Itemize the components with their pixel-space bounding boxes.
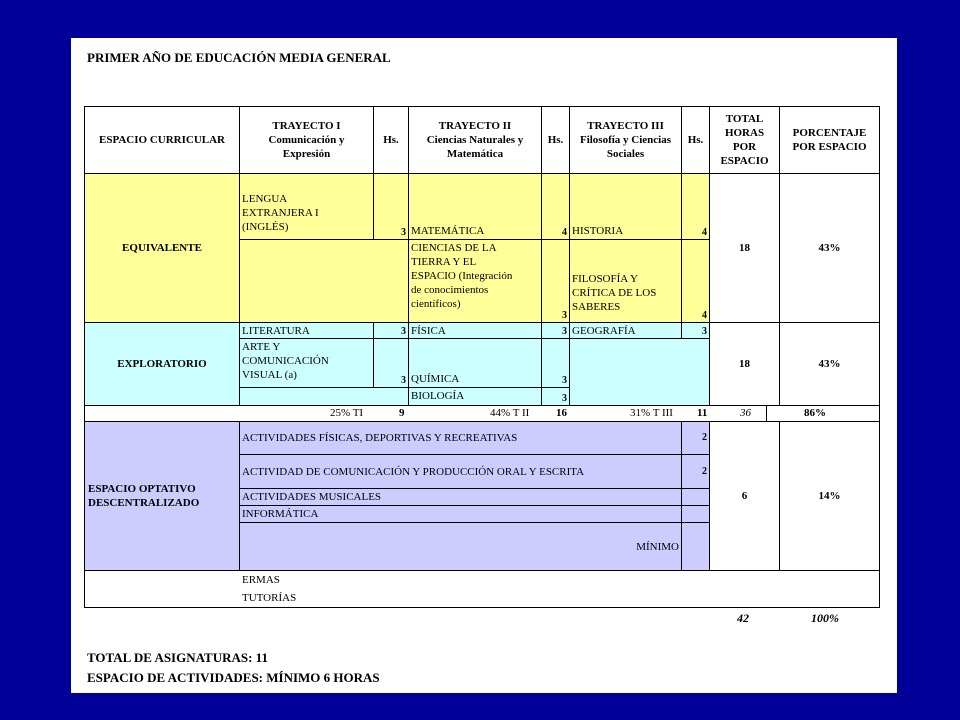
extra-row — [84, 570, 880, 608]
literatura-hours: 3 — [373, 322, 409, 339]
header-hs-3: Hs. — [681, 106, 710, 174]
optativo-porcentaje: 14% — [779, 421, 880, 571]
subject-literatura: LITERATURA — [239, 322, 374, 339]
subject-biologia: BIOLOGÍA — [408, 387, 542, 406]
optativo-label: ESPACIO OPTATIVO DESCENTRALIZADO — [84, 421, 240, 571]
empty-cell — [239, 239, 409, 323]
empty-cell — [569, 338, 710, 406]
ermas-label: ERMAS — [242, 574, 280, 586]
exploratorio-label: EXPLORATORIO — [84, 322, 240, 406]
empty-cell — [239, 387, 409, 406]
empty-cell — [681, 505, 710, 523]
footer-espacio-actividades: ESPACIO DE ACTIVIDADES: MÍNIMO 6 HORAS — [87, 670, 380, 685]
summary-t1-pct: 25% TI — [330, 407, 364, 419]
activity-comunicacion: ACTIVIDAD DE COMUNICACIÓN Y PRODUCCIÓN ORAL Y ESCRITA — [239, 454, 682, 489]
activity-fisicas-hours: 2 — [681, 421, 710, 455]
activity-musicales: ACTIVIDADES MUSICALES — [239, 488, 682, 506]
equivalente-label: EQUIVALENTE — [84, 173, 240, 323]
header-porcentaje: PORCENTAJE POR ESPACIO — [779, 106, 880, 174]
header-hs-2: Hs. — [541, 106, 570, 174]
historia-hours: 4 — [681, 173, 710, 240]
footer-total-asignaturas: TOTAL DE ASIGNATURAS: 11 — [87, 650, 268, 665]
summary-t1-hours: 9 — [399, 407, 405, 419]
subject-ciencias-tierra: CIENCIAS DE LA TIERRA Y EL ESPACIO (Integración de conocimientos científicos) — [408, 239, 542, 323]
document-sheet — [71, 38, 897, 693]
filosofia-hours: 4 — [681, 239, 710, 323]
header-trayecto-2: TRAYECTO II Ciencias Naturales y Matemática — [408, 106, 542, 174]
page-title: PRIMER AÑO DE EDUCACIÓN MEDIA GENERAL — [87, 50, 391, 65]
biologia-hours: 3 — [541, 387, 570, 406]
summary-t2-hours: 16 — [556, 407, 567, 419]
subject-fisica: FÍSICA — [408, 322, 542, 339]
quimica-hours: 3 — [541, 338, 570, 388]
summary-t3-hours: 11 — [697, 407, 708, 419]
subject-geografia: GEOGRAFÍA — [569, 322, 682, 339]
optativo-total: 6 — [709, 421, 780, 571]
tutorias-label: TUTORÍAS — [242, 592, 297, 604]
grand-porcentaje: 100% — [811, 611, 839, 625]
summary-row — [84, 405, 880, 422]
lengua-hours: 3 — [373, 173, 409, 240]
arte-hours: 3 — [373, 338, 409, 388]
header-total: TOTAL HORAS POR ESPACIO — [709, 106, 780, 174]
subject-quimica: QUÍMICA — [408, 338, 542, 388]
empty-cell — [681, 522, 710, 571]
empty-cell — [681, 488, 710, 506]
exploratorio-porcentaje: 43% — [779, 322, 880, 406]
subject-historia: HISTORIA — [569, 173, 682, 240]
exploratorio-total: 18 — [709, 322, 780, 406]
matematica-hours: 4 — [541, 173, 570, 240]
header-trayecto-1: TRAYECTO I Comunicación y Expresión — [239, 106, 374, 174]
subject-lengua: LENGUA EXTRANJERA I (INGLÉS) — [239, 173, 374, 240]
ciencias-hours: 3 — [541, 239, 570, 323]
fisica-hours: 3 — [541, 322, 570, 339]
subject-filosofia: FILOSOFÍA Y CRÍTICA DE LOS SABERES — [569, 239, 682, 323]
summary-porcentaje: 86% — [804, 407, 826, 419]
grand-total: 42 — [737, 611, 749, 625]
header-hs-1: Hs. — [373, 106, 409, 174]
activity-comunicacion-hours: 2 — [681, 454, 710, 489]
summary-t2-pct: 44% T II — [490, 407, 530, 419]
subject-arte: ARTE Y COMUNICACIÓN VISUAL (a) — [239, 338, 374, 388]
header-trayecto-3: TRAYECTO III Filosofía y Ciencias Sociales — [569, 106, 682, 174]
geografia-hours: 3 — [681, 322, 710, 339]
activity-informatica: INFORMÁTICA — [239, 505, 682, 523]
equivalente-total: 18 — [709, 173, 780, 323]
activity-minimo: MÍNIMO — [239, 522, 682, 571]
header-espacio: ESPACIO CURRICULAR — [84, 106, 240, 174]
subject-matematica: MATEMÁTICA — [408, 173, 542, 240]
activity-fisicas: ACTIVIDADES FÍSICAS, DEPORTIVAS Y RECREATIVAS — [239, 421, 682, 455]
summary-total: 36 — [740, 407, 751, 419]
divider — [766, 405, 767, 422]
summary-t3-pct: 31% T III — [630, 407, 673, 419]
equivalente-porcentaje: 43% — [779, 173, 880, 323]
